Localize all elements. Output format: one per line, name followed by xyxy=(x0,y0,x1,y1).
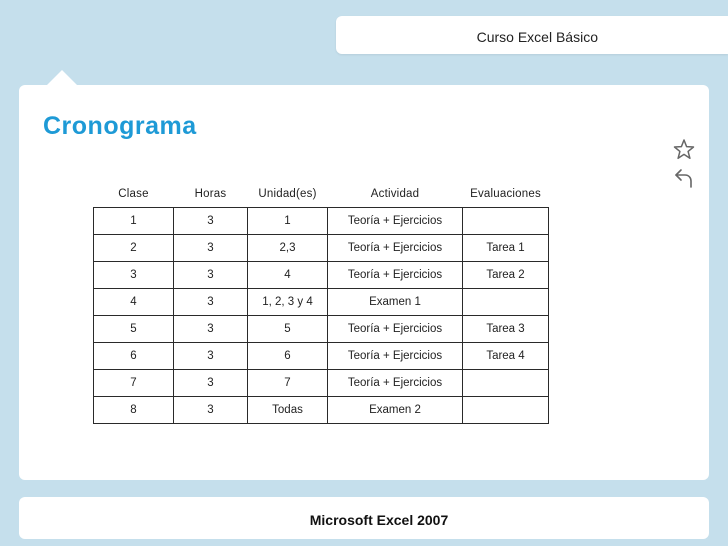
table-cell: 8 xyxy=(94,397,174,424)
header-banner xyxy=(336,16,728,54)
table-cell: Teoría + Ejercicios xyxy=(328,316,463,343)
column-header: Actividad xyxy=(370,188,420,200)
course-title: Curso Excel Básico xyxy=(476,29,598,45)
table-row xyxy=(94,208,549,235)
table-cell: Teoría + Ejercicios xyxy=(328,235,463,262)
table-cell: 3 xyxy=(174,235,248,262)
table-cell: 2 xyxy=(94,235,174,262)
table-cell: Tarea 4 xyxy=(463,343,549,370)
table-cell: 6 xyxy=(248,343,328,370)
table-cell: 3 xyxy=(94,262,174,289)
schedule-table xyxy=(93,181,549,424)
table-cell: Teoría + Ejercicios xyxy=(328,208,463,235)
side-toolbar xyxy=(672,138,700,194)
table-cell: Teoría + Ejercicios xyxy=(328,343,463,370)
footer-product: Microsoft Excel 2007 xyxy=(309,512,449,528)
table-row xyxy=(94,397,549,424)
column-header: Evaluaciones xyxy=(470,188,541,200)
table-cell: Todas xyxy=(248,397,328,424)
return-arrow-icon[interactable] xyxy=(672,166,696,190)
table-cell: 3 xyxy=(174,316,248,343)
table-cell: 7 xyxy=(94,370,174,397)
table-cell xyxy=(463,208,549,235)
table-cell: 2,3 xyxy=(248,235,328,262)
table-row xyxy=(94,289,549,316)
table-cell: 1 xyxy=(94,208,174,235)
table-cell: 1 xyxy=(248,208,328,235)
footer-banner xyxy=(19,497,709,539)
table-cell: 6 xyxy=(94,343,174,370)
table-cell: 5 xyxy=(248,316,328,343)
table-cell: Tarea 2 xyxy=(463,262,549,289)
table-row xyxy=(94,370,549,397)
table-cell: 3 xyxy=(174,370,248,397)
table-row xyxy=(94,262,549,289)
table-body xyxy=(94,208,549,424)
table-cell: Tarea 3 xyxy=(463,316,549,343)
table-cell: 4 xyxy=(248,262,328,289)
column-header: Clase xyxy=(118,188,149,200)
table-header-row xyxy=(94,181,549,208)
table-cell: 4 xyxy=(94,289,174,316)
table-cell xyxy=(463,397,549,424)
page-title: Cronograma xyxy=(43,112,197,140)
table-cell: Teoría + Ejercicios xyxy=(328,370,463,397)
table-cell: 1, 2, 3 y 4 xyxy=(248,289,328,316)
table-cell: 7 xyxy=(248,370,328,397)
table-cell: Teoría + Ejercicios xyxy=(328,262,463,289)
column-header: Horas xyxy=(194,188,227,200)
table-cell xyxy=(463,370,549,397)
table-cell: 3 xyxy=(174,343,248,370)
table-cell: 3 xyxy=(174,289,248,316)
table-cell: Examen 2 xyxy=(328,397,463,424)
table-row xyxy=(94,343,549,370)
table-cell: 3 xyxy=(174,262,248,289)
table-cell: 3 xyxy=(174,397,248,424)
table-cell: 5 xyxy=(94,316,174,343)
table-cell xyxy=(463,289,549,316)
panel-notch xyxy=(46,70,78,86)
table-row xyxy=(94,316,549,343)
table-cell: Examen 1 xyxy=(328,289,463,316)
star-icon[interactable] xyxy=(672,138,696,162)
table-cell: 3 xyxy=(174,208,248,235)
column-header: Unidad(es) xyxy=(258,188,317,200)
table-cell: Tarea 1 xyxy=(463,235,549,262)
table-row xyxy=(94,235,549,262)
